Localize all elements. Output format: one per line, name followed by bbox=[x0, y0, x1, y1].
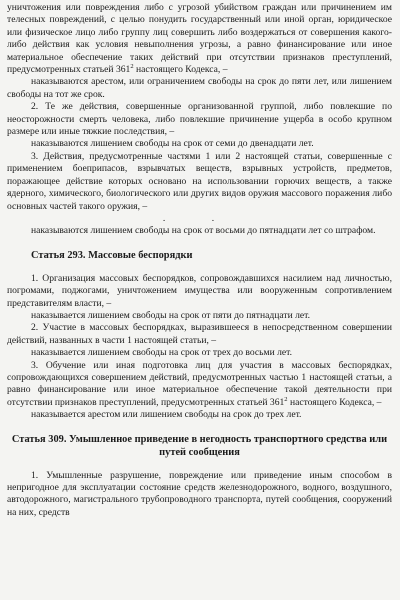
dots-mark: . . bbox=[162, 212, 237, 224]
article-293-heading: Статья 293. Массовые беспорядки bbox=[31, 249, 193, 261]
text-line: условия невыполнения угрозы, а равно финансирование или иное bbox=[95, 39, 392, 51]
spacer bbox=[7, 422, 392, 433]
punishment-text: наказываются арестом, или ограничением свободы на срок до пяти лет, или лишением свободы на тот же срок. bbox=[7, 76, 392, 100]
paragraph-text: 3. Обучение или иная подготовка лиц для участия в массовых беспорядках, сопровождающихся совершением действий, предусмотренных частью 1 настоящей статьи, а равно финансирование или иное материальное обеспечение такой деятельности при отсутствии признаков преступлений, предусмотренных статьей 361 bbox=[7, 359, 392, 408]
article-293-part-2: 2. Участие в массовых беспорядках, выразившееся в непосредственном совершении действий, названных в части 1 настоящей статьи, – bbox=[7, 322, 392, 346]
superscript: 2 bbox=[284, 395, 288, 403]
article-309-part-1: 1. Умышленные разрушение, повреждение или приведение иным способом в непригодное для эксплуатации состояние средств железнодорожного, водного, воздушного, автодорожного, магистрального трубопроводного транспорта, путей сообщения, сооружений на них, средств bbox=[7, 469, 392, 518]
superscript: 2 bbox=[130, 62, 134, 70]
paragraph-part-3 bbox=[7, 151, 392, 213]
text-line: уничтожения или повреждения либо с угрозой убийством граждан или bbox=[7, 2, 317, 13]
article-293-part-1: 1. Организация массовых беспорядков, сопровождавшихся насилием над личностью, погромами, поджогами, уничтожением имущества или вооруженным сопротивлением представителям власти, – bbox=[7, 272, 392, 309]
text-line: или иной орган, юридическое или физическое лицо либо группу лиц bbox=[7, 14, 393, 38]
paragraph-part-2: 2. Те же действия, совершенные организованной группой, либо повлекшие по неосторожности смерть человека, либо повлекшие причинение ущерба в особо крупном размере или иные тяжкие последствия, – bbox=[7, 101, 392, 138]
text-line: материальное обеспечение таких действий при отсутствии признаков bbox=[7, 51, 325, 63]
spacer bbox=[7, 459, 392, 470]
punishment-text: наказывается лишением свободы на срок от пяти до пятнадцати лет. bbox=[31, 309, 311, 321]
text-line: настоящего Кодекса, – bbox=[133, 64, 228, 76]
scan-dots bbox=[7, 213, 392, 225]
spacer bbox=[7, 262, 392, 273]
paragraph-continued bbox=[7, 2, 392, 76]
text-line: совершить либо воздержаться от совершения какого-либо действия как bbox=[7, 26, 392, 51]
article-309-heading: Статья 309. Умышленное приведение в негодность транспортного средства или путей сообщения bbox=[11, 433, 388, 458]
punishment-text: наказывается арестом или лишением свободы на срок до трех лет. bbox=[31, 409, 302, 421]
paragraph-text: настоящего Кодекса, – bbox=[287, 396, 382, 408]
punishment-text: наказываются лишением свободы на срок от семи до двенадцати лет. bbox=[31, 138, 314, 150]
punishment-text: наказывается лишением свободы на срок от трех до восьми лет. bbox=[31, 347, 293, 359]
punishment-text: наказываются лишением свободы на срок от восьми до пятнадцати лет со штрафом. bbox=[31, 225, 376, 237]
paragraph-text: 3. Действия, предусмотренные частями 1 или 2 настоящей статьи, совершенные с применением боеприпасов, взрывчатых веществ, взрывных устройств, предметов, поражающее действие которых основано на использовании горючих веществ, а также ядерного, химического, биологического или других видов оружия массового поражения либо основных частей такого оружия, – bbox=[7, 150, 392, 212]
spacer bbox=[7, 238, 392, 249]
text-line: преступлений, предусмотренных статьей 361 bbox=[7, 51, 392, 76]
text-line: причинением им телесных повреждений, с целью понудить государственный bbox=[7, 2, 392, 26]
article-293-part-3 bbox=[7, 360, 392, 410]
